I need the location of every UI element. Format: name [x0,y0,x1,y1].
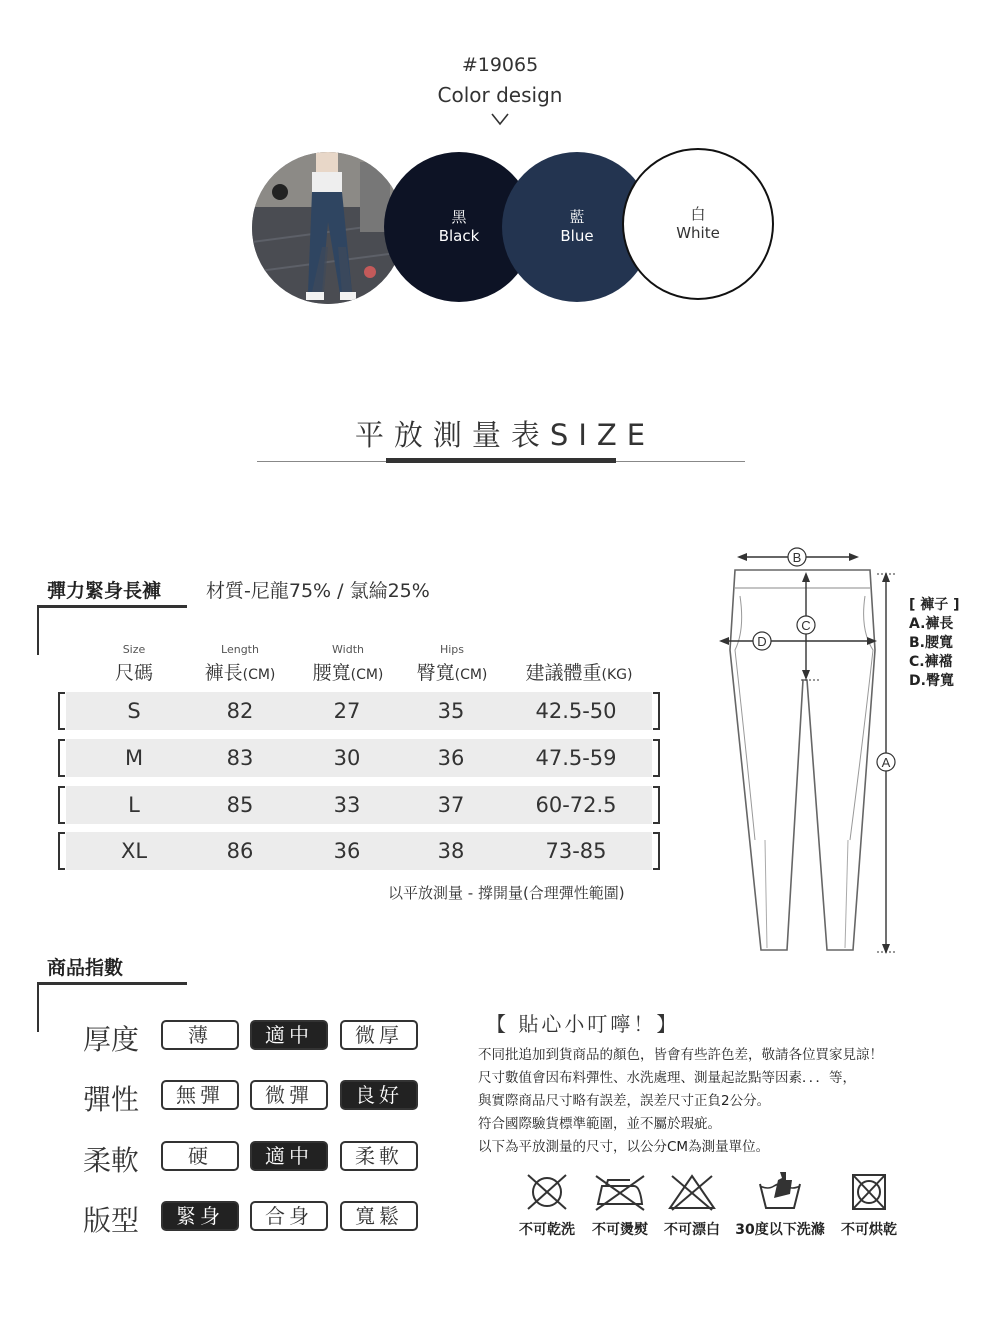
material-text: 材質-尼龍75% / 氯綸25% [206,580,430,602]
cell-hips: 38 [437,839,465,863]
section-rule [37,982,39,1032]
header-length-zh: 褲長 [204,662,243,684]
index-option-thickness: 微厚 [340,1020,418,1050]
legend-item: A.褲長 [909,616,954,632]
cell-weight: 60-72.5 [535,793,617,817]
cell-hips: 37 [437,793,465,817]
header-weight-zh: 建議體重 [525,662,602,684]
table-row [58,739,660,777]
index-option-softness: 硬 [161,1141,239,1171]
model-photo [252,152,404,304]
index-label-softness: 柔軟 [83,1144,140,1177]
cell-width: 30 [333,746,361,770]
header-size-zh: 尺碼 [114,662,153,684]
index-option-elasticity: 良好 [340,1080,418,1110]
index-option-elasticity: 微彈 [250,1080,328,1110]
index-option-fit: 緊身 [161,1201,239,1231]
cell-length: 86 [226,839,254,863]
header-length [180,643,300,685]
measure-note: 以平放測量 - 撐開量(合理彈性範圍) [388,884,625,902]
diagram-legend [909,596,960,691]
index-label-thickness: 厚度 [83,1023,140,1056]
mark-c-label: C [801,618,811,633]
header-weight-unit: (KG) [601,667,633,683]
index-option-thickness: 薄 [161,1020,239,1050]
header-width-zh: 腰寬 [312,662,351,684]
color-design-title: Color design [437,83,563,107]
care-label: 不可乾洗 [519,1222,575,1238]
cell-size: M [124,746,144,770]
header-hips-zh: 臀寬 [416,662,455,684]
cell-length: 82 [226,699,254,723]
header-size-en: Size [122,643,146,656]
header-weight [517,643,641,685]
cell-weight: 42.5-50 [535,699,617,723]
pants-measurement-diagram [705,540,915,960]
product-name: 彈力緊身長褲 [47,580,162,602]
legend-title: [ 褲子 ] [909,597,960,613]
header-width-en: Width [332,643,364,656]
no-tumble-dry-icon [850,1172,888,1212]
swatch-white-en: White [676,224,720,242]
cell-weight: 47.5-59 [535,746,617,770]
index-option-fit: 寬鬆 [340,1201,418,1231]
index-option-fit: 合身 [250,1201,328,1231]
chevron-down-icon [490,112,510,126]
swatch-white[interactable] [622,148,774,300]
no-iron-icon [592,1172,648,1212]
swatch-black-zh: 黑 [451,208,467,226]
cell-width: 27 [333,699,361,723]
header-size [74,643,194,685]
swatch-white-zh: 白 [690,205,706,223]
index-option-elasticity: 無彈 [161,1080,239,1110]
cell-size: L [128,793,140,817]
header-width [288,643,408,685]
cell-width: 33 [333,793,361,817]
cell-size: S [127,699,141,723]
index-option-softness: 柔軟 [340,1141,418,1171]
header-hips-unit: (CM) [454,667,488,683]
cell-hips: 36 [437,746,465,770]
legend-item: D.臀寬 [909,673,954,689]
cell-width: 36 [333,839,361,863]
legend-item: B.腰寬 [909,635,953,651]
swatch-blue-en: Blue [560,227,594,245]
header-length-unit: (CM) [242,667,276,683]
header-hips-en: Hips [439,643,465,656]
index-label-fit: 版型 [83,1204,140,1237]
care-label: 不可烘乾 [841,1222,897,1238]
notice-line: 以下為平放測量的尺寸，以公分CM為測量單位。 [478,1139,770,1155]
hand-wash-30-icon [756,1168,804,1212]
table-row [58,786,660,824]
model-photo-illustration [252,152,404,304]
notice-line: 與實際商品尺寸略有誤差，誤差尺寸正負2公分。 [478,1093,771,1109]
care-label: 不可燙熨 [592,1222,648,1238]
no-bleach-icon [666,1172,718,1212]
swatch-black-en: Black [438,227,480,245]
mark-b-label: B [792,550,802,565]
header-length-en: Length [221,643,259,656]
cell-length: 83 [226,746,254,770]
cell-weight: 73-85 [545,839,607,863]
header-hips [392,643,512,685]
mark-d-label: D [757,634,767,649]
notice-line: 符合國際驗貨標準範圍，並不屬於瑕疵。 [478,1116,721,1132]
section-rule [37,605,187,608]
size-section-title: 平放測量表SIZE [354,418,656,452]
no-dry-clean-icon [524,1172,570,1212]
notice-line: 尺寸數值會因布料彈性、水洗處理、測量起訖點等因素．．．等， [478,1070,856,1086]
cell-length: 85 [226,793,254,817]
title-underline [386,458,616,463]
index-option-softness: 適中 [250,1141,328,1171]
index-option-thickness: 適中 [250,1020,328,1050]
section-rule [37,605,39,655]
table-row [58,832,660,870]
care-label: 30度以下洗滌 [735,1222,825,1238]
care-label: 不可漂白 [664,1222,720,1238]
table-row [58,692,660,730]
index-label-elasticity: 彈性 [83,1083,140,1116]
notice-title: 【 貼心小叮嚀！】 [486,1012,680,1036]
cell-hips: 35 [437,699,465,723]
swatch-blue-zh: 藍 [569,208,585,226]
section-rule [37,982,187,985]
product-code: #19065 [461,54,539,76]
mark-a-label: A [881,755,891,770]
index-title: 商品指數 [47,957,124,979]
notice-line: 不同批追加到貨商品的顏色，皆會有些許色差，敬請各位買家見諒！ [478,1047,883,1063]
cell-size: XL [120,839,148,863]
legend-item: C.褲襠 [909,654,953,670]
header-width-unit: (CM) [350,667,384,683]
